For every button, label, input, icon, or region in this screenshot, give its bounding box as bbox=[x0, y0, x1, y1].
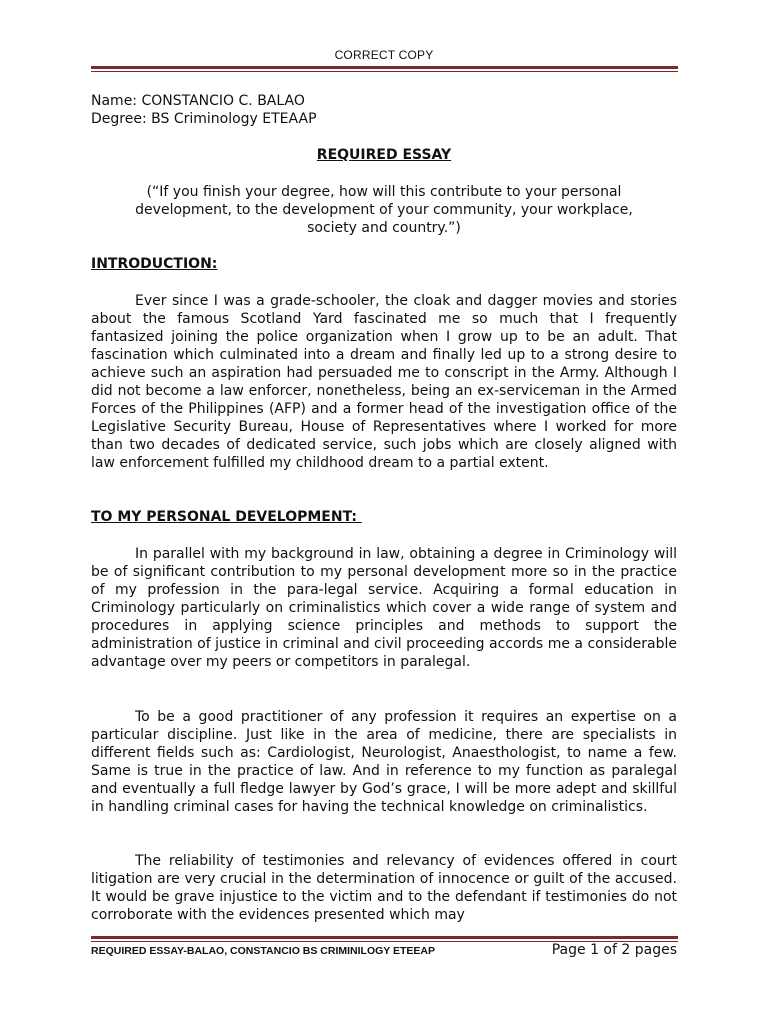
paragraph-text: The reliability of testimonies and relevancy of evidences offered in court litigation are very crucial in the determination of innocence or guilt of the accused. It would be grave injustice to the victim and to the defendant if testimonies do not corroborate with the evidences presented which may bbox=[91, 853, 677, 923]
name-line: Name: CONSTANCIO C. BALAO bbox=[91, 93, 305, 109]
introduction-heading: INTRODUCTION: bbox=[91, 256, 218, 272]
personal-paragraph-2 bbox=[91, 708, 677, 816]
degree-line: Degree: BS Criminology ETEAAP bbox=[91, 111, 317, 127]
essay-title: REQUIRED ESSAY bbox=[316, 147, 452, 163]
paragraph-text: Ever since I was a grade-schooler, the cloak and dagger movies and stories about the famous Scotland Yard fascinated me so much that I frequently fantasized joining the police organization when I grow up to be an adult. That fascination which culminated into a dream and finally led up to a strong desire to achieve such an aspiration had persuaded me to conscript in the Army. Although I did not become a law enforcer, nonetheless, being an ex-serviceman in the Armed Forces of the Philippines (AFP) and a former head of the investigation office of the Legislative Security Bureau, House of Representatives where I worked for more than two decades of dedicated service, such jobs which are closely aligned with law enforcement fulfilled my childhood dream to a partial extent. bbox=[91, 293, 677, 471]
personal-paragraph-3 bbox=[91, 852, 677, 928]
header-rule bbox=[91, 66, 678, 72]
paragraph-text: In parallel with my background in law, obtaining a degree in Criminology will be of significant contribution to my personal development more so in the practice of my profession in the para-legal service. Acquiring a formal education in Criminology particularly on criminalistics which cover a wide range of system and procedures in applying science principles and methods to support the administration of justice in criminal and civil proceeding accords me a considerable advantage over my peers or competitors in paralegal. bbox=[91, 546, 677, 670]
page-indicator: Page 1 of 2 pages bbox=[551, 942, 677, 958]
footer-document-label: REQUIRED ESSAY-BALAO, CONSTANCIO BS CRIMINILOGY ETEEAP bbox=[91, 945, 436, 957]
header-title: CORRECT COPY bbox=[334, 48, 434, 62]
author-info bbox=[91, 92, 677, 128]
paragraph-text: To be a good practitioner of any profession it requires an expertise on a particular discipline. Just like in the area of medicine, there are specialists in different fields such as: Cardiologist, Neurologist, Anaesthologist, to name a few. Same is true in the practice of law. And in reference to my function as paralegal and eventually a full fledge lawyer by God’s grace, I will be more adept and skillful in handling criminal cases for having the technical knowledge on criminalistics. bbox=[91, 709, 677, 815]
personal-paragraph-1 bbox=[91, 545, 677, 671]
introduction-paragraph bbox=[91, 292, 677, 472]
personal-development-heading: TO MY PERSONAL DEVELOPMENT: bbox=[91, 509, 362, 525]
essay-prompt: (“If you finish your degree, how will this contribute to your personal development, to the development of your community, your workplace, society and country.”) bbox=[135, 184, 633, 236]
